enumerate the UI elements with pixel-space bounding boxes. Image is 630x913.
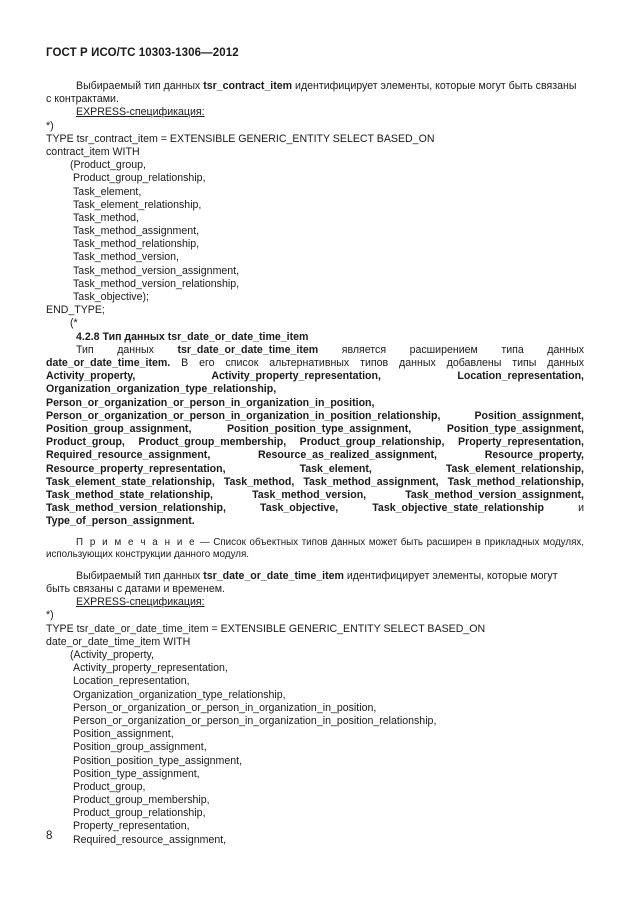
paragraph-text: является расширением типа данных — [318, 343, 584, 356]
page-body — [46, 80, 584, 847]
code-line: Required_resource_assignment, — [73, 833, 227, 846]
code-line: Product_group, — [73, 780, 146, 793]
code-line: Task_method_assignment, — [73, 225, 200, 238]
type-name: tsr_date_or_date_time_item — [203, 569, 344, 582]
express-code-block — [46, 609, 584, 846]
type-name: tsr_contract_item — [203, 80, 293, 92]
type-name: Activity_property, Activity_property_representation, Location_representation, Organization_organization_type_relationship, Person_or_organization_or_person_in_organization_in_position, Person_or_organization_or_person_in_organization_in_position_relationship, Position_assignment, Position_group_assignment, Position_position_type_assignment, Position_type_assignment, Product_group, Product_group_membership, Product_group_relationship, Property_representation, Required_resource_assignment, Resource_as_realized_assignment, Resource_property, Resource_property_representation, Task_element, Task_element_relationship, Task_element_state_relationship, Task_method, Task_method_assignment, Task_method_relationship, Task_method_state_relationship, Task_method_version, Task_method_version_assignment, Task_method_version_relationship, Task_objective, Task_objective_state_relationship — [46, 370, 584, 515]
code-line: Task_method_relationship, — [73, 238, 200, 251]
code-line: Person_or_organization_or_person_in_organization_in_position, — [73, 701, 377, 714]
note — [46, 537, 584, 562]
express-label: EXPRESS-спецификация: — [76, 106, 205, 119]
code-line: Task_method, — [73, 211, 139, 224]
code-line: Product_group_relationship, — [73, 172, 206, 185]
code-line: date_or_date_time_item WITH — [46, 635, 191, 648]
section-paragraph — [46, 344, 584, 529]
code-line: Task_method_version_relationship, — [73, 277, 240, 290]
date-item-intro: Выбираемый тип данных tsr_date_or_date_time_item идентифицирует элементы, которые могут быть связаны с датами и временем. — [46, 569, 558, 596]
express-code-block — [46, 120, 584, 331]
code-line: contract_item WITH — [46, 145, 140, 158]
code-line: *) — [46, 609, 54, 622]
code-line: Location_representation, — [73, 675, 190, 688]
code-line: (Product_group, — [70, 159, 146, 172]
code-line: Organization_organization_type_relationship, — [73, 688, 286, 701]
section-heading: 4.2.8 Тип данных tsr_date_or_date_time_item — [76, 330, 309, 343]
code-line: Product_group_relationship, — [73, 807, 206, 820]
type-name: tsr_date_or_date_time_item — [177, 343, 319, 356]
code-line: TYPE tsr_contract_item = EXTENSIBLE GENERIC_ENTITY SELECT BASED_ON — [46, 132, 435, 145]
code-line: Activity_property_representation, — [73, 662, 228, 675]
code-line: Position_assignment, — [73, 728, 174, 741]
code-line: Task_method_version, — [73, 251, 179, 264]
type-name: date_or_date_time_item. — [46, 357, 171, 370]
page-header: ГОСТ Р ИСО/ТС 10303-1306—2012 — [46, 47, 239, 59]
paragraph-text: и — [543, 502, 584, 515]
code-line: Position_group_assignment, — [73, 741, 207, 754]
type-name: Type_of_person_assignment. — [46, 515, 195, 528]
paragraph-text: В его список альтернативных типов данных добавлены типы данных — [170, 357, 584, 370]
note-label: П р и м е ч а н и е — [76, 536, 197, 548]
code-line: Task_element, — [73, 185, 142, 198]
page-number: 8 — [46, 830, 53, 842]
code-line: TYPE tsr_date_or_date_time_item = EXTENSIBLE GENERIC_ENTITY SELECT BASED_ON — [46, 622, 486, 635]
express-label: EXPRESS-спецификация: — [76, 596, 205, 609]
code-line: Task_element_relationship, — [73, 198, 202, 211]
code-line: Product_group_membership, — [73, 794, 210, 807]
code-line: (Activity_property, — [70, 649, 154, 662]
code-line: (* — [70, 317, 78, 330]
paragraph-text: Тип данных — [76, 343, 178, 356]
code-line: Position_type_assignment, — [73, 767, 200, 780]
code-line: Task_method_version_assignment, — [73, 264, 240, 277]
code-line: Property_representation, — [73, 820, 190, 833]
code-line: Task_objective); — [73, 291, 149, 304]
code-line: Person_or_organization_or_person_in_organization_in_position_relationship, — [73, 714, 437, 727]
note-text: — Список объектных типов данных может быть расширен в прикладных модулях, использующих конструкции данного модуля. — [46, 536, 585, 561]
code-line: *) — [46, 119, 54, 132]
code-line: Position_position_type_assignment, — [73, 754, 243, 767]
contract-item-intro: Выбираемый тип данных tsr_contract_item идентифицирует элементы, которые могут быть связаны с контрактами. — [46, 80, 577, 106]
code-line: END_TYPE; — [46, 304, 105, 317]
